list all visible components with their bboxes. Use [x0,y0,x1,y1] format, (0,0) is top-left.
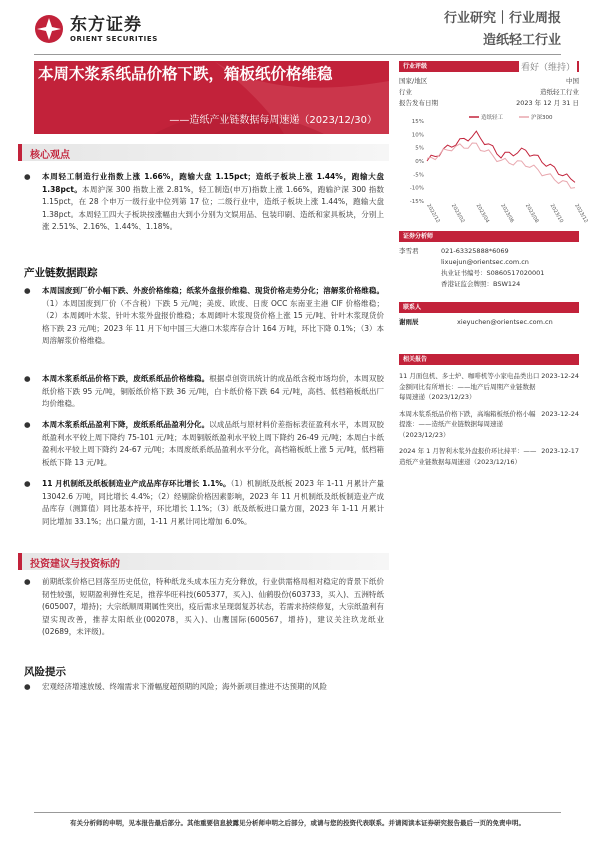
rating-value: 看好（维持） [519,60,577,73]
x-tick-label: 2023/06 [499,203,515,224]
y-tick-label: 10% [411,132,424,139]
bullet-dot-icon: ● [24,374,31,383]
bullet-text: 前期纸浆价格已回落至历史低位，特种纸龙头成本压力充分释放，行业供需格局相对稳定的背景下纸价韧性较强，短期盈利弹性充足，推荐华旺科技(605377，买入)、仙鹤股份(603733，买入)、五洲特纸(605007，增持)；大宗纸顺周期属性突出，疫后需求呈现弱复苏状态，若需求持续修复，大宗纸盈利有望实现改善，推荐太阳纸业(002078，买入)、山鹰国际(600567，增持)，建议关注玖龙纸业(02689，未评级)。 [42,577,384,637]
contact-label: 联系人 [403,304,422,311]
contact-name: 谢雨辰 [399,318,419,326]
logo-cn: 东方证券 [70,14,142,35]
analyst-hk: 香港证监会牌照：BSW124 [441,280,521,288]
analyst-cert: 执业证书编号：S0860517020001 [441,269,545,277]
related-report[interactable]: 2024 年 1 月智利木浆外盘报价环比持平：——造纸产业链数据每周速递（2023/12/16） 2023-12-17 [399,447,579,466]
report-title: 本周木浆系纸品价格下跌，箱板纸价格维稳 [38,65,333,83]
analyst-name: 李雪君 [399,247,419,255]
index-chart [399,111,589,224]
contact-block [399,317,579,328]
bullet-text: 根据卓创资讯统计的成品纸含税市场均价，本周双胶纸价格下跌 95 元/吨，铜版纸价格下跌 36 元/吨，白卡纸价格下跌 64 元/吨，高档、低档箱板纸出厂均价维稳。 [42,374,384,409]
bullet-text: 以成品纸与原材料价差指标表征盈利水平，本周双胶纸盈利水平较上周下降约 75-101 元/吨；本周铜版纸盈利水平较上周下降约 26-49 元/吨；本周白卡纸盈利水平较上周下降约 24-67 元/吨；本周废纸系纸品盈利水平分化，高档箱板纸上涨 5 元/吨，低档箱板纸下降 13 元/吨。 [42,420,384,467]
y-tick-label: -10% [409,185,424,192]
bullet-bold: 11 月机制纸及纸板制造业产成品库存环比增长 1.1%。 [42,479,231,488]
x-tick-label: 2023/10 [548,203,565,224]
logo-mark-icon [34,14,64,44]
info-row: 国家/地区 中国 [399,77,579,85]
section-risk: 风险提示 [24,666,66,678]
bullet-text: （1）机制纸及纸板 2023 年 1-11 月累计产量 13042.6 万吨，同比增长 4.4%；（2）经剔除价格因素影响，2023 年 11 月机制纸及纸板制造业产成品库存（测算值）同比基本持平，环比增长 1.1%；（3）纸及纸板进口量方面，2023 年 1-11 月累计同比增加 33.1%；出口量方面，1-11 月累计同比增加 6.0%。 [42,479,384,526]
bullet-text: （1）本周国废到厂价（不含税）下跌 5 元/吨；美废、欧废、日废 OCC 东南亚主港 CIF 价格维稳；（2）本周阔叶木浆、针叶木浆外盘报价维稳；本周阔叶木浆现货价格上涨 15 元/吨、针叶木浆现货价格下跌 23 元/吨；2023 年 11 月下旬中国三大港口木浆库存合计 164 万吨，环比下降 0.1%；（3）本周溶解浆价格维稳。 [42,298,384,346]
footer-rule [34,812,561,813]
bullet-bold: 本周木浆系纸品价格下跌，废纸系纸品价格维稳。 [42,374,210,383]
bullet-bold: 本周国废到厂价小幅下跌、外废价格维稳；纸浆外盘报价维稳、现货价格走势分化；溶解浆价格维稳。 [42,286,384,295]
bullet-dot-icon: ● [24,682,31,691]
industry-name: 造纸轻工行业 [482,33,561,48]
y-tick-label: -5% [413,172,424,179]
info-row: 报告发布日期 2023 年 12 月 31 日 [399,99,579,107]
analysts-bar [399,231,579,242]
x-tick-label: 2023/04 [474,203,491,224]
y-tick-label: 0% [415,159,424,165]
series-line [427,131,575,182]
x-tick-label: 2023/02 [449,203,466,224]
footer-disclaimer: 有关分析师的申明，见本报告最后部分。其他重要信息披露见分析师申明之后部分，或请与您的投资代表联系。并请阅读本证券研究报告最后一页的免责申明。 [70,819,525,827]
bullet-bold: 本周轻工制造行业指数上涨 1.66%，跑输大盘 1.15pct；造纸子板块上涨 1.44%，跑输大盘 1.38pct。 [42,172,384,194]
bullet-dot-icon: ● [24,479,31,488]
title-banner [34,61,389,134]
related-label: 相关报告 [403,356,428,363]
bullet-dot-icon: ● [24,172,31,181]
related-report[interactable]: 11 月面包机、多士炉、咖啡机等小家电品类出口金额同比有所增长：——地产后周期产业链数据每周速递（2023/12/23） 2023-12-24 [399,372,579,401]
core-bullet [24,171,384,234]
y-tick-label: 5% [415,145,424,152]
investment-bullet [24,576,384,639]
industry-bullet-2 [24,373,384,411]
x-tick-label: 2023/12 [573,203,589,224]
industry-bullet-1 [24,285,384,348]
section-core-view [18,144,389,161]
x-tick-label: 2023/08 [523,203,540,224]
related-report[interactable]: 本周木浆系纸品价格下跌，高端箱板纸价格小幅提涨：——造纸产业链数据每周速递（2023/12/23） 2023-12-24 [399,409,579,439]
y-tick-label: -15% [409,199,424,205]
bullet-dot-icon: ● [24,577,31,586]
contact-email[interactable]: xieyuchen@orientsec.com.cn [457,318,553,326]
bullet-bold: 本周木浆系纸品盈利下降，废纸系纸品盈利分化。 [42,420,210,429]
section-investment [18,553,389,570]
legend-label: 沪深300 [531,115,553,121]
sidebar [399,61,589,467]
analyst-block [399,246,579,290]
section-title: 核心观点 [30,150,70,161]
section-title: 投资建议与投资标的 [30,559,120,570]
rating-label: 行业评级 [403,63,428,70]
industry-bullet-3 [24,419,384,469]
header-right [444,10,561,50]
logo-en: ORIENT SECURITIES [70,34,158,43]
section-industry-data: 产业链数据跟踪 [24,267,98,279]
industry-bullet-4 [24,478,384,528]
related-bar [399,354,579,365]
report-type: 行业研究｜行业周报 [443,11,561,26]
analyst-email[interactable]: lixuejun@orientsec.com.cn [441,258,529,266]
info-row: 行业 造纸轻工行业 [399,88,579,96]
analyst-phone: 021-63325888*6069 [441,247,509,255]
contact-bar [399,302,579,313]
risk-bullet [24,681,384,694]
bullet-dot-icon: ● [24,420,31,429]
bullet-dot-icon: ● [24,286,31,295]
legend-label: 造纸轻工 [481,115,504,121]
report-subtitle: ——造纸产业链数据每周速递（2023/12/30） [169,115,377,126]
bullet-text: 本周沪深 300 指数上涨 2.81%，轻工制造(申万)指数上涨 1.66%，跑输沪深 300 指数 1.15pct，在 28 个申万一级行业中位列第 17 位；二级行业中，造纸子板块上涨 1.44%，跑输大盘 1.38pct。本周轻工四大子板块按涨幅由大到小分别为文娱用品、包装印刷、造纸和家具板块，分别上涨 2.51%、2.16%、1.44%、1.18%。 [42,184,385,232]
header-rule [34,54,561,55]
company-logo [34,14,158,44]
y-tick-label: 15% [411,119,424,125]
x-tick-label: 2022/12 [425,203,441,224]
bullet-text: 宏观经济增速放缓、终端需求下滑幅度超预期的风险；海外新项目推进不达预期的风险 [42,682,327,691]
analysts-label: 证券分析师 [403,233,434,240]
